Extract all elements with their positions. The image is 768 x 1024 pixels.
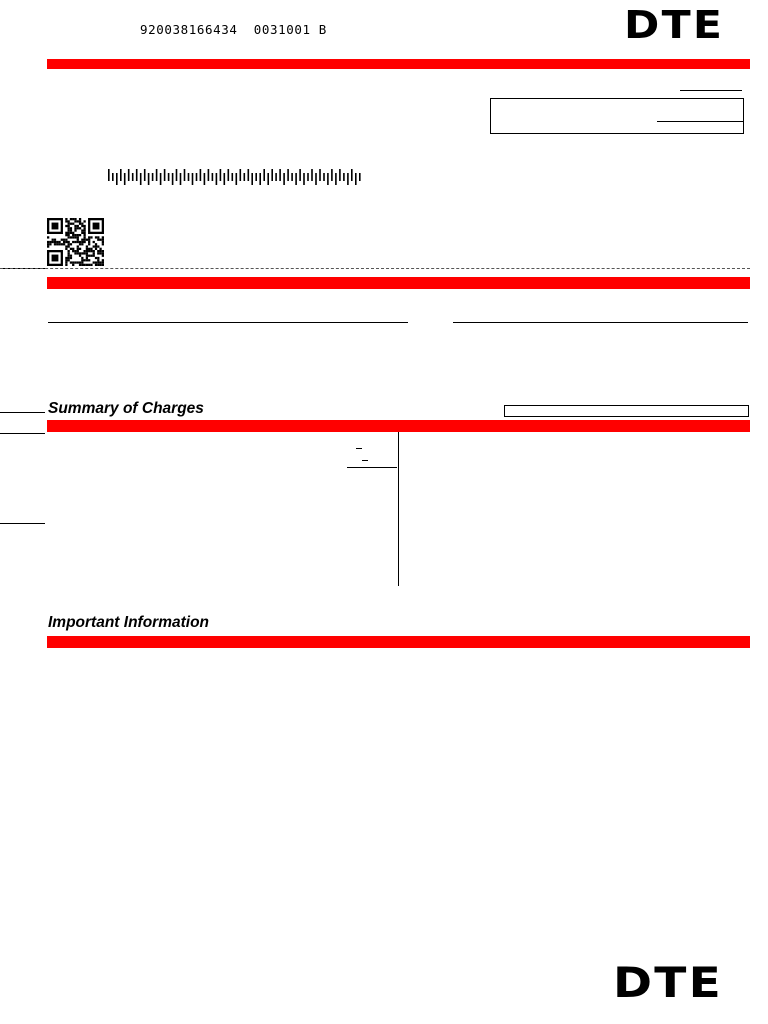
summary-column-divider [398,432,399,586]
service-address-rule [48,322,408,323]
dte-logo: DTE [624,3,725,47]
margin-marker [0,412,45,413]
summary-red-bar [47,420,750,432]
postal-barcode-icon [108,169,363,185]
account-red-bar [47,277,750,289]
account-info-rule [453,322,748,323]
due-date-underline [680,90,742,91]
margin-marker [0,523,45,524]
summary-of-charges-title: Summary of Charges [48,400,204,417]
payment-box [490,98,744,134]
margin-marker [0,433,45,434]
important-information-title: Important Information [48,614,210,631]
amount-due-underline [657,121,744,122]
charge-dash [356,448,362,449]
qr-code-icon [47,218,104,266]
ocr-scanline: 920038166434 0031001 B [140,22,327,37]
subtotal-rule [347,467,397,468]
charge-dash [362,460,368,461]
header-red-bar [47,59,750,69]
important-red-bar [47,636,750,648]
tear-off-dashed-line [0,268,750,269]
dte-logo-footer: DTE [613,958,723,1007]
summary-total-box [504,405,749,417]
